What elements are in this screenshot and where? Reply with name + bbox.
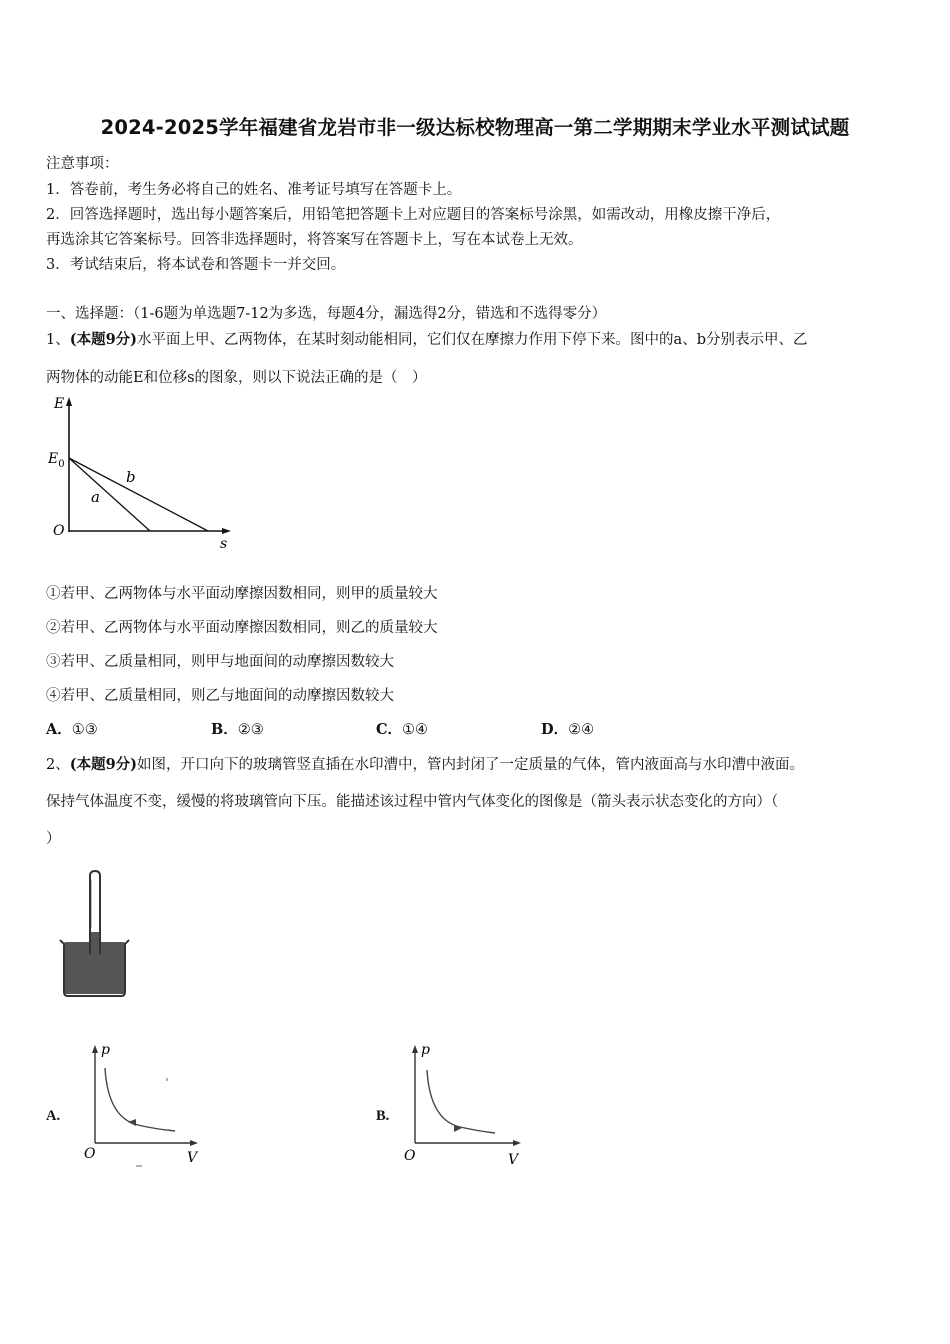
- y-axis-label: E: [54, 396, 65, 412]
- notice-item: 2．回答选择题时，选出每小题答案后，用铅笔把答题卡上对应题目的答案标号涂黑，如需改动，用橡皮擦干净后，: [46, 207, 781, 223]
- q2-number: 2、: [46, 757, 70, 773]
- q1-statement: ②若甲、乙两物体与水平面动摩擦因数相同，则乙的质量较大: [46, 620, 438, 636]
- tube-in-trough-illustration: [55, 866, 140, 1001]
- q1-option-a[interactable]: [46, 718, 98, 739]
- origin-label: O: [53, 523, 65, 539]
- q2-choice-a-letter[interactable]: A.: [46, 1108, 61, 1124]
- option-letter: A．: [46, 721, 72, 738]
- q1-energy-displacement-graph: [46, 392, 246, 552]
- e0-letter: E: [48, 451, 59, 467]
- option-text: ②③: [237, 722, 264, 738]
- p-label: p: [101, 1042, 110, 1058]
- q2-choice-b-letter[interactable]: B.: [376, 1108, 390, 1124]
- origin-label: O: [404, 1148, 416, 1164]
- option-text: ①④: [402, 722, 429, 738]
- option-letter: D．: [541, 721, 569, 738]
- q1-number: 1、: [46, 332, 70, 348]
- notice-heading: 注意事项：: [46, 156, 119, 172]
- q2-tag: (本题9分): [69, 756, 138, 773]
- q2-text-line3: ）: [46, 831, 61, 847]
- q2-stem: 如图，开口向下的玻璃管竖直插在水印漕中，管内封闭了一定质量的气体，管内液面高与水印漕中液面。: [137, 757, 805, 773]
- page-title: 2024-2025学年福建省龙岩市非一级达标校物理高一第二学期期末学业水平测试试题: [100, 116, 850, 139]
- notice-item: 3．考试结束后，将本试卷和答题卡一并交回。: [46, 257, 346, 273]
- e0-subscript: 0: [58, 459, 65, 470]
- q1-text-line2: 两物体的动能E和位移s的图象，则以下说法正确的是（ ）: [46, 370, 427, 386]
- tube-liquid: [90, 932, 100, 954]
- q1-statement: ④若甲、乙质量相同，则乙与地面间的动摩擦因数较大: [46, 688, 394, 704]
- q2-text-line2: 保持气体温度不变，缓慢的将玻璃管向下压。能描述该过程中管内气体变化的图像是（箭头表示状态变化的方向）（: [46, 794, 779, 810]
- q1-option-c[interactable]: [376, 718, 428, 739]
- notice-item: 1．答卷前，考生务必将自己的姓名、准考证号填写在答题卡上。: [46, 182, 462, 198]
- q1-option-d[interactable]: [541, 718, 594, 739]
- x-axis-label: s: [220, 536, 228, 552]
- e0-label: [47, 451, 65, 470]
- isotherm-curve: [427, 1070, 495, 1133]
- line-b-label: b: [126, 468, 136, 486]
- y-axis-arrow-icon: [92, 1045, 98, 1053]
- direction-arrow-icon: [128, 1119, 136, 1126]
- p-label: p: [421, 1042, 430, 1058]
- q1-options: [46, 718, 646, 738]
- x-axis-arrow-icon: [513, 1140, 521, 1146]
- y-axis-arrow-icon: [66, 397, 72, 406]
- q1-statement: ③若甲、乙质量相同，则甲与地面间的动摩擦因数较大: [46, 654, 394, 670]
- q2-choice-a-pv-graph: [80, 1040, 205, 1170]
- x-axis-arrow-icon: [222, 528, 231, 534]
- x-axis-arrow-icon: [190, 1140, 198, 1146]
- option-letter: B．: [211, 721, 238, 738]
- line-a-label: a: [91, 488, 100, 506]
- q1-option-b[interactable]: [211, 718, 264, 739]
- q1-tag: (本题9分): [69, 331, 138, 348]
- option-text: ②④: [568, 722, 595, 738]
- q1-text-line1: [46, 328, 807, 349]
- q1-statement: ①若甲、乙两物体与水平面动摩擦因数相同，则甲的质量较大: [46, 586, 438, 602]
- section-header: 一、选择题：（1-6题为单选题7-12为多选，每题4分，漏选得2分，错选和不选得零分）: [46, 306, 607, 322]
- origin-label: O: [84, 1146, 96, 1162]
- notice-item: 再选涂其它答案标号。回答非选择题时，将答案写在答题卡上，写在本试卷上无效。: [46, 232, 583, 248]
- y-axis-arrow-icon: [412, 1045, 418, 1053]
- option-text: ①③: [71, 722, 98, 738]
- isotherm-curve: [105, 1068, 175, 1131]
- q2-choice-b-pv-graph: [400, 1040, 530, 1170]
- v-label: V: [187, 1150, 198, 1166]
- v-label: V: [508, 1152, 519, 1168]
- option-letter: C．: [376, 721, 403, 738]
- q1-stem: 水平面上甲、乙两物体，在某时刻动能相同，它们仅在摩擦力作用下停下来。图中的a、b分别表示甲、乙: [137, 332, 808, 348]
- q2-text-line1: [46, 753, 804, 774]
